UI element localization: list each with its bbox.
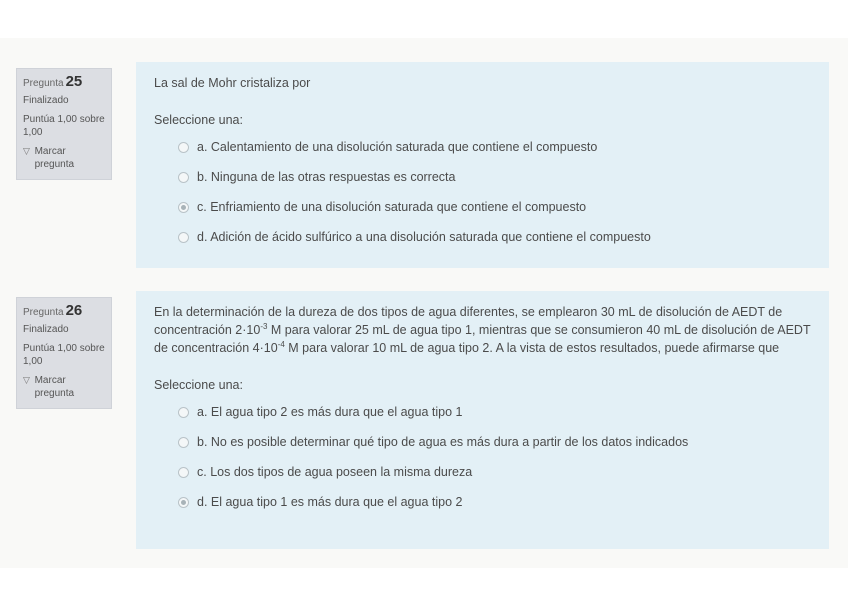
radio-button[interactable] bbox=[178, 467, 189, 478]
answer-option-a[interactable]: a. El agua tipo 2 es más dura que el agua tipo 1 bbox=[178, 397, 811, 427]
answer-option-b[interactable]: b. No es posible determinar qué tipo de agua es más dura a partir de los datos indicados bbox=[178, 427, 811, 457]
quiz-review-area bbox=[0, 38, 848, 568]
question-state: Finalizado bbox=[23, 324, 69, 335]
question-text: En la determinación de la dureza de dos tipos de agua diferentes, se emplearon 30 mL de disolución de AEDT de concentración $2\cdot 10^{-3}$ M para valorar 25 mL de agua tipo 1, mientras que se consumieron 40 mL de disolución de AEDT de concentración $4\cdot 10^{-4}$ M para valorar 10 mL de agua tipo 2. A la vista de estos resultados, puede afirmarse que bbox=[154, 305, 811, 355]
question-info-26 bbox=[16, 297, 112, 409]
top-band bbox=[0, 0, 848, 38]
radio-button-selected[interactable] bbox=[178, 497, 189, 508]
flag-icon: ▽ bbox=[23, 146, 30, 156]
radio-button[interactable] bbox=[178, 172, 189, 183]
flag-label: Marcar pregunta bbox=[34, 146, 75, 170]
answer-option-d[interactable]: d. El agua tipo 1 es más dura que el agua tipo 2 bbox=[178, 487, 811, 517]
radio-button-selected[interactable] bbox=[178, 202, 189, 213]
flag-question-link[interactable] bbox=[23, 145, 105, 171]
answer-list bbox=[178, 397, 811, 517]
question-text: La sal de Mohr cristaliza por bbox=[154, 76, 311, 90]
radio-button[interactable] bbox=[178, 142, 189, 153]
answer-option-b[interactable]: b. Ninguna de las otras respuestas es correcta bbox=[178, 162, 811, 192]
question-number: Pregunta 26 bbox=[23, 302, 83, 319]
question-number: Pregunta 25 bbox=[23, 73, 83, 90]
flag-question-link[interactable] bbox=[23, 374, 105, 400]
question-state: Finalizado bbox=[23, 95, 69, 106]
question-info-25 bbox=[16, 68, 112, 180]
question-grade: Puntúa 1,00 sobre 1,00 bbox=[23, 343, 105, 367]
question-grade: Puntúa 1,00 sobre 1,00 bbox=[23, 114, 105, 138]
answer-option-d[interactable]: d. Adición de ácido sulfúrico a una disolución saturada que contiene el compuesto bbox=[178, 222, 811, 252]
question-content-25 bbox=[136, 62, 829, 268]
answer-list bbox=[178, 132, 811, 252]
answer-prompt: Seleccione una: bbox=[154, 113, 243, 127]
answer-option-c[interactable]: c. Enfriamiento de una disolución saturada que contiene el compuesto bbox=[178, 192, 811, 222]
flag-label: Marcar pregunta bbox=[34, 375, 75, 399]
answer-option-a[interactable]: a. Calentamiento de una disolución saturada que contiene el compuesto bbox=[178, 132, 811, 162]
radio-button[interactable] bbox=[178, 407, 189, 418]
answer-prompt: Seleccione una: bbox=[154, 378, 243, 392]
radio-button[interactable] bbox=[178, 232, 189, 243]
radio-button[interactable] bbox=[178, 437, 189, 448]
flag-icon: ▽ bbox=[23, 375, 30, 385]
question-content-26 bbox=[136, 291, 829, 549]
answer-option-c[interactable]: c. Los dos tipos de agua poseen la misma dureza bbox=[178, 457, 811, 487]
